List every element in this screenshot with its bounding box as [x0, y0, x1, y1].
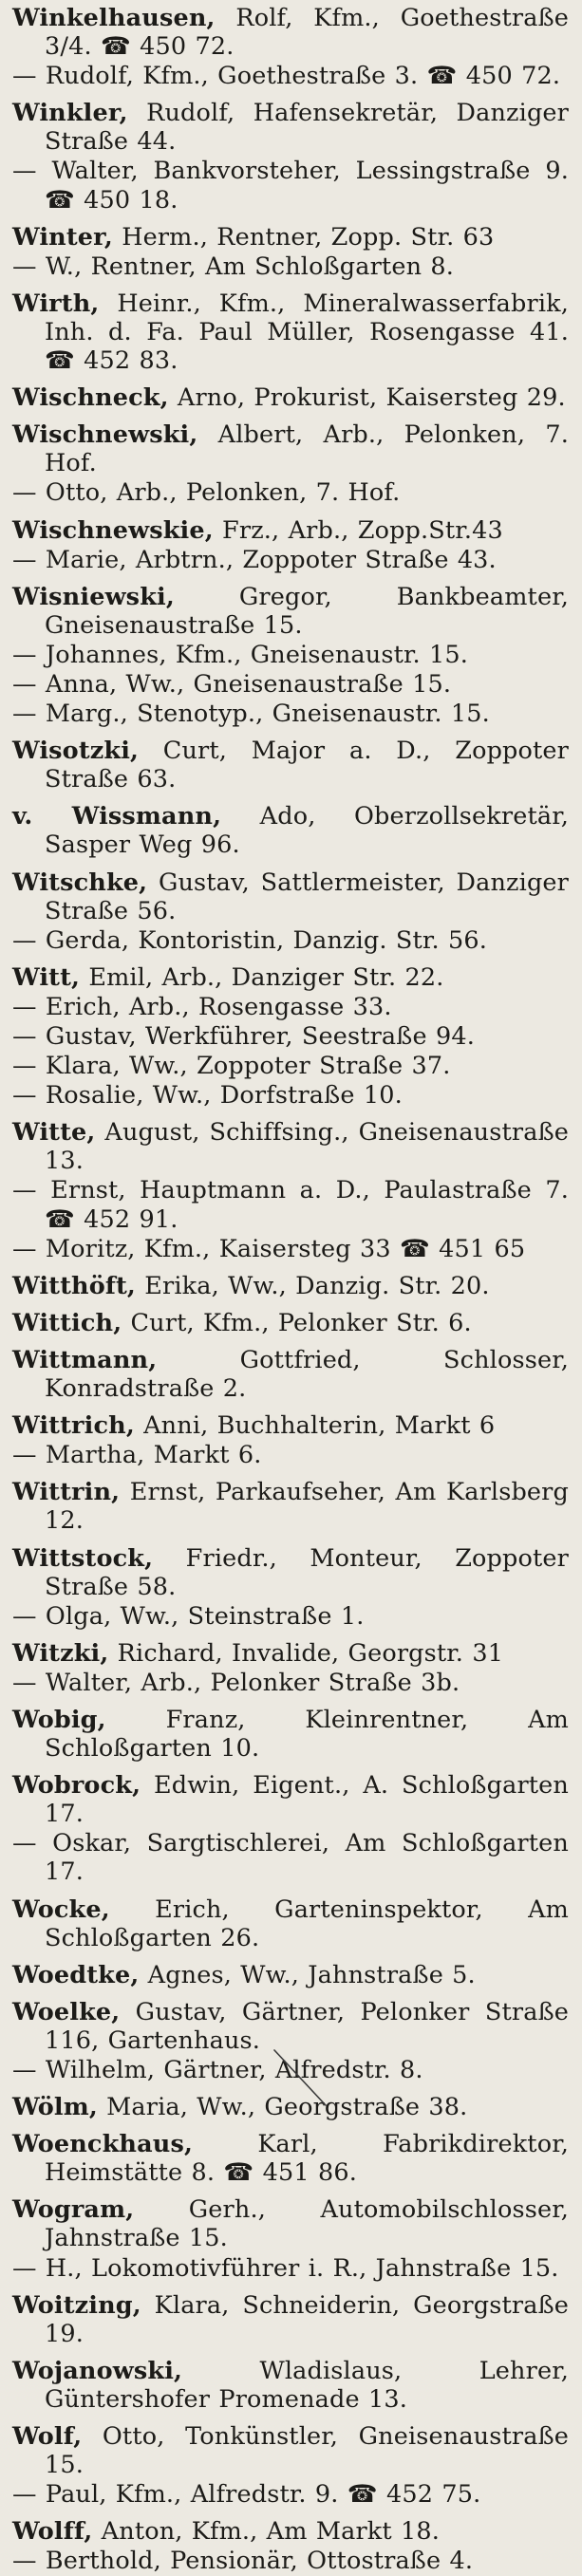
entry-surname: Witthöft,	[12, 1271, 136, 1300]
directory-entry	[12, 2517, 569, 2546]
directory-subentry	[12, 1176, 569, 1233]
entry-surname: Wojanowski,	[12, 2356, 183, 2385]
entry-details: Ernst, Parkaufseher, Am Karlsberg 12.	[45, 1478, 569, 1536]
entry-details: — Rudolf, Kfm., Goethestraße 3. ☎ 450 72.	[12, 62, 561, 91]
entry-details: — Rosalie, Ww., Dorfstraße 10.	[12, 1081, 403, 1111]
entry-surname: Woitzing,	[12, 2290, 141, 2320]
entry-surname: Wisotzki,	[12, 737, 140, 766]
entry-details: Anni, Buchhalterin, Markt 6	[134, 1411, 496, 1441]
entry-details: — Oskar, Sargtischlerei, Am Schloßgarten 17.	[12, 1829, 569, 1887]
entry-surname: Winkler,	[12, 99, 128, 128]
entry-surname: Wittrin,	[12, 1478, 121, 1507]
entry-details: Heinr., Kfm., Mineralwasserfabrik, Inh. d. Fa. Paul Müller, Rosengasse 41. ☎ 452 83.	[45, 289, 569, 376]
entry-surname: Wolf,	[12, 2422, 83, 2452]
directory-entry	[12, 2130, 569, 2187]
entry-surname: Wölm,	[12, 2093, 98, 2122]
entry-details: — Johannes, Kfm., Gneisenaustr. 15.	[12, 640, 469, 669]
entry-surname: Woelke,	[12, 1997, 121, 2026]
entry-details: Otto, Tonkünstler, Gneisenaustraße 15.	[45, 2422, 569, 2480]
directory-entry	[12, 583, 569, 640]
entry-surname: Wittrich,	[12, 1411, 135, 1441]
entry-details: Gustav, Gärtner, Pelonker Straße 116, Gartenhaus.	[45, 1997, 569, 2055]
directory-entry	[12, 223, 569, 252]
directory-entry	[12, 1411, 569, 1440]
directory-subentry	[12, 62, 569, 90]
directory-subentry	[12, 1235, 569, 1263]
entry-details: — Martha, Markt 6.	[12, 1441, 262, 1470]
directory-entry	[12, 868, 569, 925]
entry-details: Karl, Fabrikdirektor, Heimstätte 8. ☎ 451 86.	[45, 2130, 569, 2188]
directory-entry	[12, 99, 569, 156]
entry-details: Curt, Major a. D., Zoppoter Straße 63.	[45, 737, 569, 794]
entry-details: Friedr., Monteur, Zoppoter Straße 58.	[45, 1543, 569, 1601]
directory-entry	[12, 420, 569, 477]
entry-surname: Woedtke,	[12, 1960, 140, 1989]
directory-entry	[12, 2422, 569, 2479]
entry-surname: Wirth,	[12, 289, 100, 318]
directory-entry	[12, 1998, 569, 2055]
entry-details: Herm., Rentner, Zopp. Str. 63	[112, 222, 495, 252]
entry-surname: Wobrock,	[12, 1771, 141, 1801]
entry-details: Edwin, Eigent., A. Schloßgarten 17.	[45, 1771, 569, 1829]
entry-details: — Moritz, Kfm., Kaisersteg 33 ☎ 451 65	[12, 1234, 526, 1263]
entry-details: Gregor, Bankbeamter, Gneisenaustraße 15.	[45, 582, 569, 640]
directory-subentry	[12, 1829, 569, 1886]
entry-surname: Wischneck,	[12, 383, 169, 413]
directory-entry	[12, 2357, 569, 2414]
directory-subentry	[12, 926, 569, 955]
entry-surname: Wischnewski,	[12, 420, 198, 450]
directory-entry	[12, 1895, 569, 1952]
directory-entry	[12, 1961, 569, 1989]
directory-entry	[12, 1272, 569, 1300]
entry-details: Erich, Garteninspektor, Am Schloßgarten 26.	[45, 1895, 569, 1952]
directory-entry	[12, 802, 569, 859]
entry-surname: Winkelhausen,	[12, 4, 216, 32]
directory-entry	[12, 516, 569, 545]
entry-surname: Wisniewski,	[12, 582, 175, 611]
directory-subentry	[12, 993, 569, 1021]
directory-entry	[12, 1706, 569, 1763]
entry-details: — H., Lokomotivführer i. R., Jahnstraße 15.	[12, 2253, 559, 2283]
entry-details: Emil, Arb., Danziger Str. 22.	[80, 962, 444, 992]
directory-subentry	[12, 252, 569, 281]
entry-details: — Marie, Arbtrn., Zoppoter Straße 43.	[12, 545, 497, 574]
directory-entry	[12, 2195, 569, 2252]
directory-subentry	[12, 157, 569, 214]
entry-details: Ado, Oberzollsekretär, Sasper Weg 96.	[45, 802, 570, 860]
entry-details: Klara, Schneiderin, Georgstraße 19.	[45, 2290, 569, 2348]
directory-entry	[12, 289, 569, 375]
directory-entries	[12, 4, 569, 2576]
entry-details: — Klara, Ww., Zoppoter Straße 37.	[12, 1052, 451, 1081]
directory-entry	[12, 383, 569, 412]
directory-subentry	[12, 1081, 569, 1110]
entry-details: Arno, Prokurist, Kaisersteg 29.	[168, 383, 566, 413]
entry-details: — Walter, Bankvorsteher, Lessingstraße 9. ☎ 450 18.	[12, 157, 569, 215]
directory-subentry	[12, 2480, 569, 2509]
directory-entry	[12, 737, 569, 793]
entry-details: — Anna, Ww., Gneisenaustraße 15.	[12, 669, 452, 699]
directory-entry	[12, 1478, 569, 1535]
directory-entry	[12, 2291, 569, 2348]
directory-entry	[12, 1309, 569, 1337]
directory-subentry	[12, 478, 569, 507]
entry-surname: Wocke,	[12, 1895, 110, 1924]
entry-surname: Winter,	[12, 222, 113, 252]
directory-subentry	[12, 1669, 569, 1697]
directory-entry	[12, 1118, 569, 1175]
entry-details: Erika, Ww., Danzig. Str. 20.	[135, 1271, 490, 1300]
entry-surname: v. Wissmann,	[12, 802, 222, 831]
entry-details: Richard, Invalide, Georgstr. 31	[108, 1638, 504, 1668]
entry-details: — Paul, Kfm., Alfredstr. 9. ☎ 452 75.	[12, 2480, 481, 2510]
entry-details: Frz., Arb., Zopp.Str.43	[213, 515, 503, 545]
entry-details: — Gustav, Werkführer, Seestraße 94.	[12, 1022, 475, 1051]
entry-details: Curt, Kfm., Pelonker Str. 6.	[122, 1308, 472, 1337]
entry-surname: Woenckhaus,	[12, 2130, 194, 2159]
entry-details: Gustav, Sattlermeister, Danziger Straße 56.	[45, 868, 569, 925]
entry-details: Maria, Ww., Georgstraße 38.	[97, 2093, 468, 2122]
directory-subentry	[12, 1022, 569, 1051]
directory-subentry	[12, 2056, 569, 2084]
directory-subentry	[12, 1052, 569, 1080]
entry-details: — Walter, Arb., Pelonker Straße 3b.	[12, 1668, 460, 1697]
entry-surname: Wogram,	[12, 2195, 135, 2225]
entry-details: — Ernst, Hauptmann a. D., Paulastraße 7. ☎ 452 91.	[12, 1176, 569, 1234]
entry-surname: Witt,	[12, 962, 81, 992]
directory-subentry	[12, 641, 569, 669]
directory-entry	[12, 1771, 569, 1828]
entry-details: — Marg., Stenotyp., Gneisenaustr. 15.	[12, 700, 490, 729]
entry-surname: Wolff,	[12, 2517, 93, 2547]
entry-details: Wladislaus, Lehrer, Güntershofer Promenade 13.	[45, 2356, 569, 2414]
entry-details: — Otto, Arb., Pelonken, 7. Hof.	[12, 478, 401, 508]
entry-details: Rolf, Kfm., Goethestraße 3/4. ☎ 450 72.	[45, 4, 569, 62]
entry-details: — Olga, Ww., Steinstraße 1.	[12, 1601, 365, 1631]
entry-surname: Wittich,	[12, 1308, 122, 1337]
directory-subentry	[12, 2254, 569, 2283]
directory-entry	[12, 1346, 569, 1403]
entry-surname: Wittmann,	[12, 1345, 158, 1374]
directory-subentry	[12, 1441, 569, 1469]
directory-entry	[12, 1639, 569, 1668]
entry-surname: Witte,	[12, 1118, 96, 1148]
entry-details: Anton, Kfm., Am Markt 18.	[92, 2517, 441, 2547]
entry-details: — Erich, Arb., Rosengasse 33.	[12, 992, 392, 1021]
entry-surname: Witschke,	[12, 868, 148, 897]
entry-details: Albert, Arb., Pelonken, 7. Hof.	[45, 420, 569, 478]
directory-entry	[12, 4, 569, 61]
entry-details: — Berthold, Pensionär, Ottostraße 4.	[12, 2547, 474, 2576]
entry-surname: Wobig,	[12, 1705, 106, 1734]
directory-subentry	[12, 546, 569, 574]
directory-entry	[12, 2093, 569, 2121]
entry-details: Franz, Kleinrentner, Am Schloßgarten 10.	[45, 1705, 569, 1764]
entry-details: Gottfried, Schlosser, Konradstraße 2.	[45, 1345, 569, 1404]
entry-details: Rudolf, Hafensekretär, Danziger Straße 44.	[45, 99, 569, 157]
entry-details: August, Schiffsing., Gneisenaustraße 13.	[45, 1118, 569, 1176]
directory-entry	[12, 1544, 569, 1601]
entry-details: Gerh., Automobilschlosser, Jahnstraße 15.	[45, 2195, 569, 2253]
entry-surname: Wischnewskie,	[12, 515, 214, 545]
entry-surname: Wittstock,	[12, 1543, 154, 1573]
entry-details: — Gerda, Kontoristin, Danzig. Str. 56.	[12, 925, 487, 955]
entry-details: — Wilhelm, Gärtner, Alfredstr. 8.	[12, 2056, 423, 2084]
entry-details: — W., Rentner, Am Schloßgarten 8.	[12, 252, 455, 281]
entry-details: Agnes, Ww., Jahnstraße 5.	[139, 1960, 476, 1989]
directory-subentry	[12, 670, 569, 699]
directory-subentry	[12, 2547, 569, 2575]
directory-subentry	[12, 700, 569, 728]
directory-entry	[12, 963, 569, 992]
directory-subentry	[12, 1602, 569, 1631]
entry-surname: Witzki,	[12, 1638, 109, 1668]
